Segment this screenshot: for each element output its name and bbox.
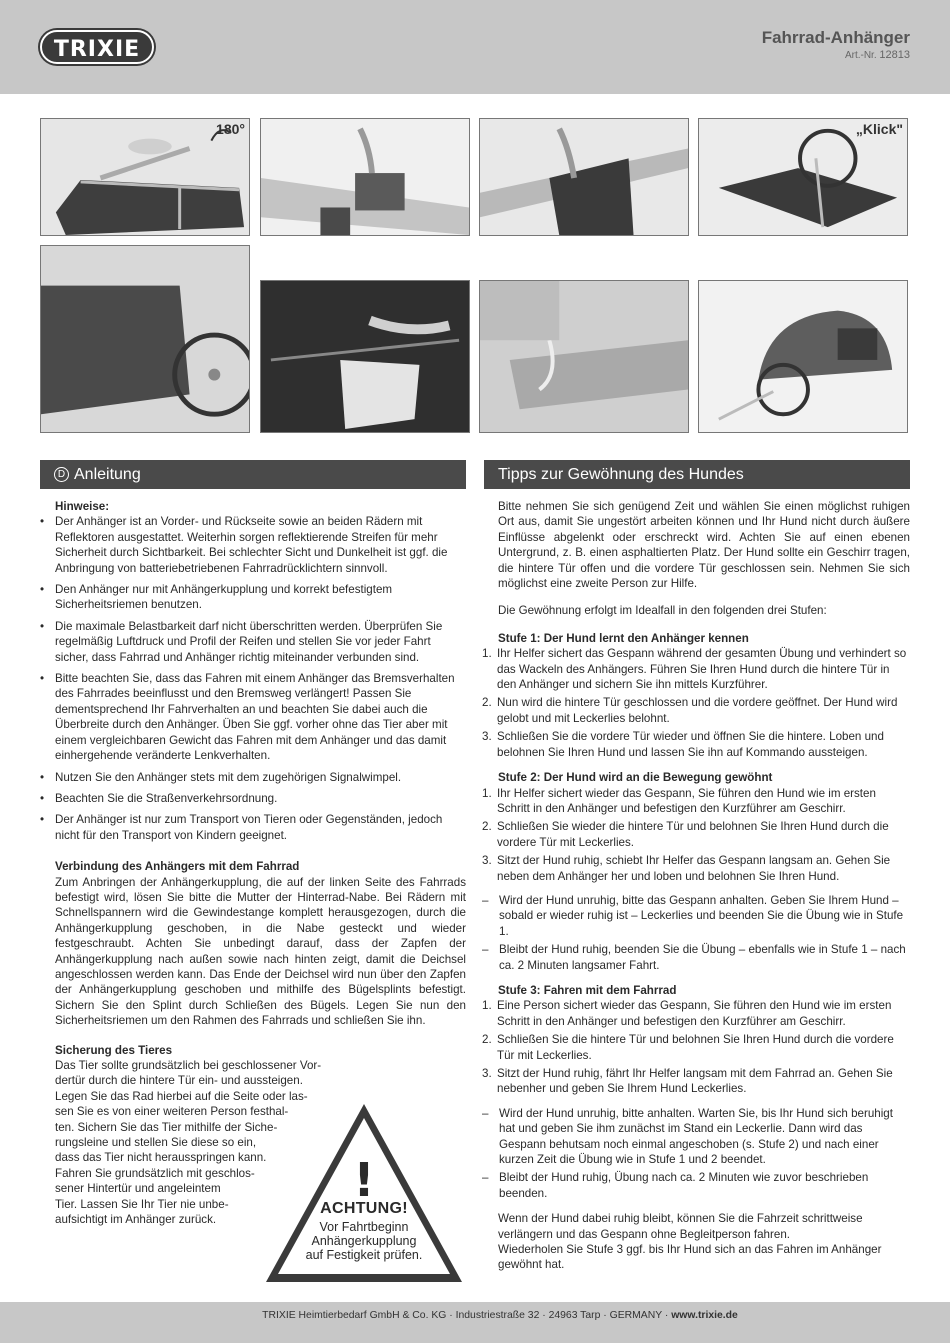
- photo-step-4: [698, 118, 908, 236]
- svg-text:!: !: [353, 1153, 375, 1207]
- hinweise-list: [36, 514, 466, 843]
- hinweis-item: • Nutzen Sie den Anhänger stets mit dem zugehörigen Signalwimpel.: [36, 770, 466, 785]
- photo-step-6: [260, 280, 470, 433]
- sicherung-line: ten. Sichern Sie das Tier mithilfe der Siche-: [55, 1120, 278, 1134]
- product-title: Fahrrad-Anhänger: [761, 28, 910, 47]
- stufe3-notes: [480, 1106, 910, 1201]
- language-badge: D: [54, 467, 69, 482]
- stufe3-note: – Wird der Hund unruhig, bitte anhalten. Warten Sie, bis Ihr Hund sich beruhigt hat und geben Sie ihm zunächst im Stand ein Leckerlie. Dann wird das Gespann behutsam noch einmal angeschoben (s. Stufe 2) und nach einer kurzen Zeit die Übung wie in Stufe 1 und 2 beendet.: [480, 1106, 910, 1168]
- sicherung-line: sen Sie es von einer weiteren Person festhal-: [55, 1105, 289, 1119]
- stufe3-note: – Bleibt der Hund ruhig, Übung nach ca. 2 Minuten wie zuvor beschrieben beenden.: [480, 1170, 910, 1201]
- stufe2-title: Stufe 2: Der Hund wird an die Bewegung gewöhnt: [498, 771, 773, 785]
- hinweis-item: • Der Anhänger ist an Vorder- und Rückseite sowie an beiden Rädern mit Reflektoren ausgestattet. Weiterhin sorgen reflektierende Streifen für mehr Sicherheit durch Sichtbarkeit. Bei schlechter Sicht und Dunkelheit ist ggf. die Anbringung von batteriebetriebenen Fahrradrücklichtern sinnvoll.: [36, 514, 466, 576]
- verbindung-title: Verbindung des Anhängers mit dem Fahrrad: [55, 860, 300, 874]
- hinweis-item: • Die maximale Belastbarkeit darf nicht überschritten werden. Überprüfen Sie regelmäßig Luftdruck und Profil der Reifen und stellen Sie vor jeder Fahrt sicher, dass Fahrrad und Anhänger richtig miteinander verbunden sind.: [36, 619, 466, 665]
- rotation-label: 180°: [216, 121, 245, 137]
- stufe2-list: [480, 786, 910, 884]
- photo-step-8: [698, 280, 908, 433]
- stufe2-item: 2. Schließen Sie wieder die hintere Tür und belohnen Sie Ihren Hund durch die vordere Tür mit Leckerlies.: [482, 820, 889, 849]
- hinweise-title: Hinweise:: [55, 500, 110, 513]
- click-label: „Klick": [855, 121, 903, 137]
- trixie-logo: [36, 24, 158, 70]
- sicherung-line: dertür durch die hintere Tür ein- und aussteigen.: [55, 1074, 303, 1088]
- hinweis-item: • Beachten Sie die Straßenverkehrsordnung.: [36, 791, 466, 806]
- tipps-intro: Bitte nehmen Sie sich genügend Zeit und wählen Sie einen möglichst ruhigen Ort aus, damit Sie ungestört arbeiten können und Ihr Hund nicht durch äußere Einflüsse abgelenkt oder erschreckt wird. Achten Sie auf einen ebenen Untergrund, z. B. einen asphaltierten Platz. Der Hund sollte ein Geschirr tragen, die hintere Tür offen und die vordere Tür geschlossen sein. Nehmen Sie sich möglichst eine zweite Person zur Hilfe.: [498, 500, 910, 591]
- outro-text: Wenn der Hund dabei ruhig bleibt, können Sie die Fahrzeit schrittweise verlängern und das Gespann ohne Begleitperson fahren.: [498, 1212, 863, 1241]
- hinweis-item: • Bitte beachten Sie, dass das Fahren mit einem Anhänger das Bremsverhalten des Fahrrades beeinflusst und den Bremsweg verlängert! Passen Sie dementsprechend Ihr Fahrverhalten an und beachten Sie dabei auch die Überbreite durch den Anhänger. Üben Sie ggf. vorher ohne das Tier aber mit einem vergleichbaren Gewicht das Fahren mit dem Anhänger und das damit einhergehende veränderte Lenkverhalten.: [36, 671, 466, 763]
- hinweis-item: • Der Anhänger ist nur zum Transport von Tieren oder Gegenständen, jedoch nicht für den Transport von Kindern geeignet.: [36, 812, 466, 843]
- page-footer: [0, 1302, 950, 1343]
- sicherung-line: rungsleine und stellen Sie diese so ein,: [55, 1136, 257, 1150]
- stufe3-item: 1. Eine Person sichert wieder das Gespann, Sie führen den Hund wie im ersten Schritt in den Anhänger und befestigen den Kurzführer am Geschirr.: [482, 999, 892, 1028]
- article-number: [845, 49, 910, 61]
- warning-line: Anhängerkupplung: [311, 1234, 417, 1248]
- svg-text:TRIXIE: TRIXIE: [53, 37, 141, 62]
- sicherung-line: Fahren Sie grundsätzlich mit geschlos-: [55, 1166, 255, 1180]
- stufe2-item: 1. Ihr Helfer sichert wieder das Gespann, Sie führen den Hund wie im ersten Schritt in den Anhänger und befestigen den Kurzführer am Geschirr.: [482, 786, 876, 815]
- stufe2-item: 3. Sitzt der Hund ruhig, schiebt Ihr Helfer das Gespann langsam an. Gehen Sie neben dem Anhänger her und loben und belohnen Sie Ihren Hund.: [482, 854, 891, 883]
- sicherung-line: Legen Sie das Rad hierbei auf die Seite oder las-: [55, 1089, 308, 1103]
- outro-text-2: Wiederholen Sie Stufe 3 ggf. bis Ihr Hund sich an das Fahren im Anhänger gewöhnt hat.: [498, 1243, 882, 1272]
- section-title-tipps: Tipps zur Gewöhnung des Hundes: [498, 466, 744, 483]
- sicherung-line: sener Hintertür und angeleintem: [55, 1182, 221, 1196]
- page-header: [0, 0, 950, 94]
- sicherung-title: Sicherung des Tieres: [55, 1043, 173, 1057]
- verbindung-text: Zum Anbringen der Anhängerkupplung, die auf der linken Seite des Fahrrads befestigt wird, lösen Sie bitte die Mutter der Hinterrad-Nabe. Bei Rädern mit Schnellspannern wird die Gewindestange komplett herausgezogen, durch die Anhängerkupplung geschoben, in die Nabe gesteckt und wieder festgeschraubt. Achten Sie unbedingt darauf, dass der Zapfen der Anhängerkupplung nach außen sowie nach hinten zeigt, damit die Deichsel angeschlossen werden kann. Das Ende der Deichsel wird nun über den Zapfen der Anhängerkupplung geschoben und mithilfe des Bügelsplints befestigt. Sichern Sie den Splint durch Schließen des Bügels. Legen Sie nun den Sicherheitsriemen um den Rahmen des Fahrrads und schließen Sie ihn.: [55, 875, 466, 1028]
- section-header-anleitung: [40, 460, 466, 489]
- sicherung-line: Tier. Lassen Sie Ihr Tier nie unbe-: [55, 1197, 229, 1211]
- stufe1-list: [480, 646, 910, 760]
- stufe1-item: 1. Ihr Helfer sichert das Gespann während der gesamten Übung und verhindert so das Wackeln des Anhängers. Führen Sie Ihren Hund durch die hintere Tür in den Anhänger und sichern Sie ihn mittels Kurzführer.: [482, 647, 907, 692]
- stufe2-note: – Wird der Hund unruhig, bitte das Gespann anhalten. Geben Sie Ihrem Hund – sobald er wieder ruhig ist – Leckerlies und beenden Sie die Übung wie in Stufe 1.: [480, 893, 910, 939]
- stufe3-item: 3. Sitzt der Hund ruhig, fährt Ihr Helfer langsam mit dem Fahrrad an. Gehen Sie nebenher und geben Sie Ihrem Hund Leckerlies.: [482, 1067, 893, 1096]
- footer-company: TRIXIE Heimtierbedarf GmbH & Co. KG · Industriestraße 32 · 24963 Tarp · GERMANY ·: [262, 1310, 672, 1321]
- warning-message: [262, 1220, 466, 1262]
- stufe3-title: Stufe 3: Fahren mit dem Fahrrad: [498, 983, 677, 997]
- stufe1-item: 2. Nun wird die hintere Tür geschlossen und die vordere geöffnet. Der Hund wird gelobt und mit Leckerlies belohnt.: [482, 696, 898, 725]
- photo-step-1: [40, 118, 250, 236]
- stufe2-notes: [480, 893, 910, 973]
- warning-line: auf Festigkeit prüfen.: [305, 1248, 423, 1262]
- article-number-label: Art.-Nr.: [844, 50, 877, 61]
- stufe3-item: 2. Schließen Sie die hintere Tür und belohnen Sie Ihren Hund durch die vordere Tür mit Leckerlies.: [482, 1033, 894, 1062]
- section-title-anleitung: Anleitung: [74, 466, 141, 483]
- stufe1-item: 3. Schließen Sie die vordere Tür wieder und öffnen Sie die hintere. Loben und belohnen Sie Ihren Hund und lassen Sie ihn auf Kommando aussteigen.: [482, 730, 884, 759]
- photo-step-7: [479, 280, 689, 433]
- sicherung-line: Das Tier sollte grundsätzlich bei geschlossener Vor-: [55, 1059, 322, 1072]
- photo-step-5: [40, 245, 250, 433]
- right-column: [480, 499, 910, 1273]
- stufe2-note: – Bleibt der Hund ruhig, beenden Sie die Übung – ebenfalls wie in Stufe 1 – nach ca. 2 Minuten langsamer Fahrt.: [480, 942, 910, 973]
- warning-title: ACHTUNG!: [320, 1200, 408, 1217]
- sicherung-line: dass das Tier nicht herausspringen kann.: [55, 1151, 267, 1165]
- stufen-intro: Die Gewöhnung erfolgt im Idealfall in den folgenden drei Stufen:: [498, 604, 827, 618]
- stufe3-list: [480, 998, 910, 1096]
- stufe1-title: Stufe 1: Der Hund lernt den Anhänger kennen: [498, 631, 749, 645]
- sicherung-line: aufsichtigt im Anhänger zurück.: [55, 1213, 217, 1227]
- hinweis-item: • Den Anhänger nur mit Anhängerkupplung und korrekt befestigtem Sicherheitsriemen benutzen.: [36, 582, 466, 613]
- warning-line: Vor Fahrtbeginn: [319, 1220, 409, 1234]
- section-header-tipps: [484, 460, 910, 489]
- photo-step-3: [479, 118, 689, 236]
- footer-website-link[interactable]: www.trixie.de: [671, 1310, 738, 1321]
- article-number-value: 12813: [879, 49, 910, 61]
- photo-step-2: [260, 118, 470, 236]
